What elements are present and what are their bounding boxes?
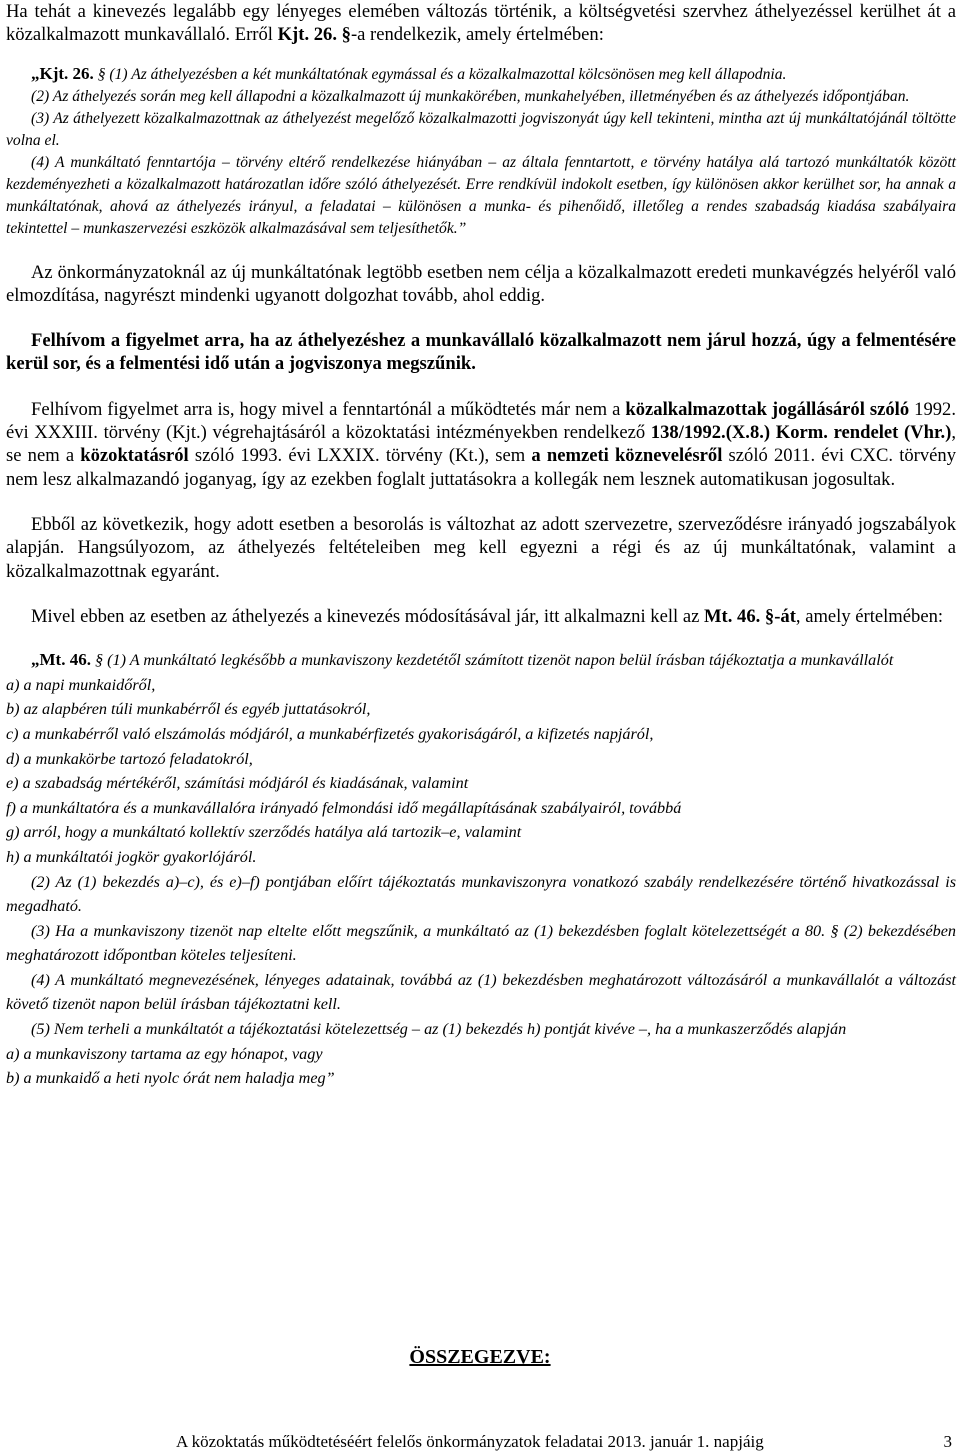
mt-quote-paragraph-1 [6, 648, 956, 673]
mt-list-item-c: c) a munkabérről való elszámolás módjáról, a munkabérfizetés gyakoriságáról, a kifizetés napjáról, [6, 724, 654, 743]
mt-law-reference: Mt. 46. §-át [703, 605, 796, 627]
warning-paragraph: Felhívom a figyelmet arra, ha az áthelyezéshez a munkavállaló közalkalmazott nem járul hozzá, úgy a felmentésére kerül sor, és a felmentési idő után a jogviszonya megszűnik. [6, 330, 956, 375]
mt-list-item-e: e) a szabadság mértékéről, számítási módjáról és kiadásának, valamint [6, 774, 469, 793]
footer-title: A közoktatás működtetéséért felelős önkormányzatok feladatai 2013. január 1. napjáig [176, 1432, 764, 1451]
mt-list-item-g: g) arról, hogy a munkáltató kollektív szerződés hatálya alá tartozik–e, valamint [6, 823, 522, 842]
mt-quote-paragraph-5: (5) Nem terheli a munkáltatót a tájékoztatási kötelezettség – az (1) bekezdés h) pontját kivéve –, ha a munkaszerződés alapján [31, 1020, 847, 1039]
mt-list-item-d: d) a munkakörbe tartozó feladatokról, [6, 749, 253, 768]
mt-quote-paragraph-2: (2) Az (1) bekezdés a)–c), és e)–f) pontjában előírt tájékoztatás munkaviszonyra vonatkozó szabály rendelkezésére történő hivatkozással is megadható. [6, 872, 956, 916]
intro-paragraph [6, 0, 956, 47]
intro-law-reference: Kjt. 26. § [277, 24, 351, 46]
kjt-quote-paragraph-2: (2) Az áthelyezés során meg kell állapodni a közalkalmazott új munkakörében, munkahelyében, illetményében és az áthelyezés időpontjában. [31, 87, 910, 105]
mt-intro-text-1: Mivel ebben az esetben az áthelyezés a kinevezés módosításával jár, itt alkalmazni kell az [31, 605, 704, 627]
fenntarto-paragraph [6, 398, 956, 491]
mt-quote-paragraph-4: (4) A munkáltató megnevezésének, lényeges adatainak, továbbá az (1) bekezdésben meghatározott változásáról a munkavállalót a változást követő tizenöt napon belül írásban tájékoztatni kell. [6, 970, 956, 1014]
fenntarto-bold-3: közoktatásról [80, 445, 189, 467]
mt-quote-text-1: § (1) A munkáltató legkésőbb a munkaviszony kezdetétől számított tizenöt napon belül írásban tájékoztatja a munkavállalót [90, 651, 894, 670]
fenntarto-text-2: 1992. évi XXXIII. törvény (Kjt.) végrehajtásáról a közoktatási intézményekben rendelkező [6, 398, 956, 444]
mt-intro-text-2: , amely értelmében: [795, 605, 944, 627]
intro-text-1: Ha tehát a kinevezés legalább egy lényeges elemében változás történik, a költségvetési szervhez áthelyezéssel kerülhet át a közalkalmazott munkavállaló. Erről [6, 1, 956, 46]
mt-list-item-h: h) a munkáltatói jogkör gyakorlójáról. [6, 847, 257, 866]
mt-list-item-f: f) a munkáltatóra és a munkavállalóra irányadó felmondási idő megállapításának szabályairól, továbbá [6, 798, 682, 817]
fenntarto-bold-4: a nemzeti köznevelésről [531, 445, 723, 467]
summary-heading: ÖSSZEGEZVE: [409, 1346, 551, 1368]
mt-quote-paragraph-3: (3) Ha a munkaviszony tizenöt nap eltelte előtt megszűnik, a munkáltató az (1) bekezdésben foglalt kötelezettségét a 80. § (2) bekezdésében meghatározott időpontban köteles teljesíteni. [6, 921, 956, 965]
fenntarto-text-5: szóló 2011. évi CXC. törvény nem lesz alkalmazandó joganyag, így az ezekben foglalt juttatásokra a kollegák nem lesznek automatikusan jogosultak. [6, 445, 957, 490]
mt-list-item-a: a) a napi munkaidőről, [6, 675, 156, 694]
kjt-quote-paragraph-1 [6, 63, 956, 86]
kjt-quote-paragraph-3: (3) Az áthelyezett közalkalmazottnak az áthelyezést megelőző közalkalmazotti jogviszonyát úgy kell tekinteni, mintha azt új munkáltatójánál töltötte volna el. [6, 109, 956, 149]
intro-text-2: -a rendelkezik, amely értelmében: [350, 24, 604, 46]
kjt-quote-text-1: § (1) Az áthelyezésben a két munkáltatónak egymással és a közalkalmazottal kölcsönösen meg kell állapodnia. [93, 65, 787, 83]
mt-sublist-item-a: a) a munkaviszony tartama az egy hónapot, vagy [6, 1044, 323, 1063]
fenntarto-text-3: , se nem a [6, 422, 956, 467]
mt-list-item-b: b) az alapbéren túli munkabérről és egyéb juttatásokról, [6, 700, 371, 719]
kjt-quote-paragraph-4: (4) A munkáltató fenntartója – törvény eltérő rendelkezése hiányában – az általa fenntartott, e törvény hatálya alá tartozó munkáltatók között kezdeményezheti a közalkalmazott határozatlan időre szóló áthelyezését. Erre rendkívül indokolt esetben, így különösen akkor kerülhet sor, ha annak a munkáltatónak, ahová az áthelyezés irányul, a feladatai – különösen a munka- és pihenőidő, illetőleg a rendes szabadság kiadása szabályaira tekintettel – munkaszervezési eszközök alkalmazásával sem teljesíthetők.” [6, 153, 956, 237]
kjt-quote-reference: „Kjt. 26. [31, 63, 94, 83]
kjt-quote-block [6, 63, 956, 240]
mt-intro-paragraph [6, 605, 956, 628]
fenntarto-text-1: Felhívom figyelmet arra is, hogy mivel a fenntartónál a működtetés már nem a [31, 398, 626, 420]
besorolas-paragraph: Ebből az következik, hogy adott esetben a besorolás is változhat az adott szervezetre, szerveződésre irányadó jogszabályok alapján. Hangsúlyozom, az áthelyezés feltételeiben meg kell egyezni a régi és az új munkáltatónak, valamint a közalkalmazottnak egyaránt. [6, 513, 956, 582]
mt-quote-reference: „Mt. 46. [31, 650, 91, 670]
mt-quote-block [6, 648, 956, 1091]
page-number: 3 [943, 1432, 952, 1451]
onkormanyzat-paragraph: Az önkormányzatoknál az új munkáltatónak legtöbb esetben nem célja a közalkalmazott eredeti munkavégzés helyéről való elmozdítása, nagyrészt mindenki ugyanott dolgozhat tovább, ahol eddig. [6, 261, 956, 306]
fenntarto-bold-1: közalkalmazottak jogállásáról szóló [625, 398, 910, 420]
fenntarto-bold-2: 138/1992.(X.8.) Korm. rendelet (Vhr.) [650, 422, 952, 444]
mt-sublist-item-b: b) a munkaidő a heti nyolc órát nem haladja meg” [6, 1069, 335, 1088]
fenntarto-text-4: szóló 1993. évi LXXIX. törvény (Kt.), sem [188, 445, 532, 467]
document-page [6, 0, 956, 1091]
